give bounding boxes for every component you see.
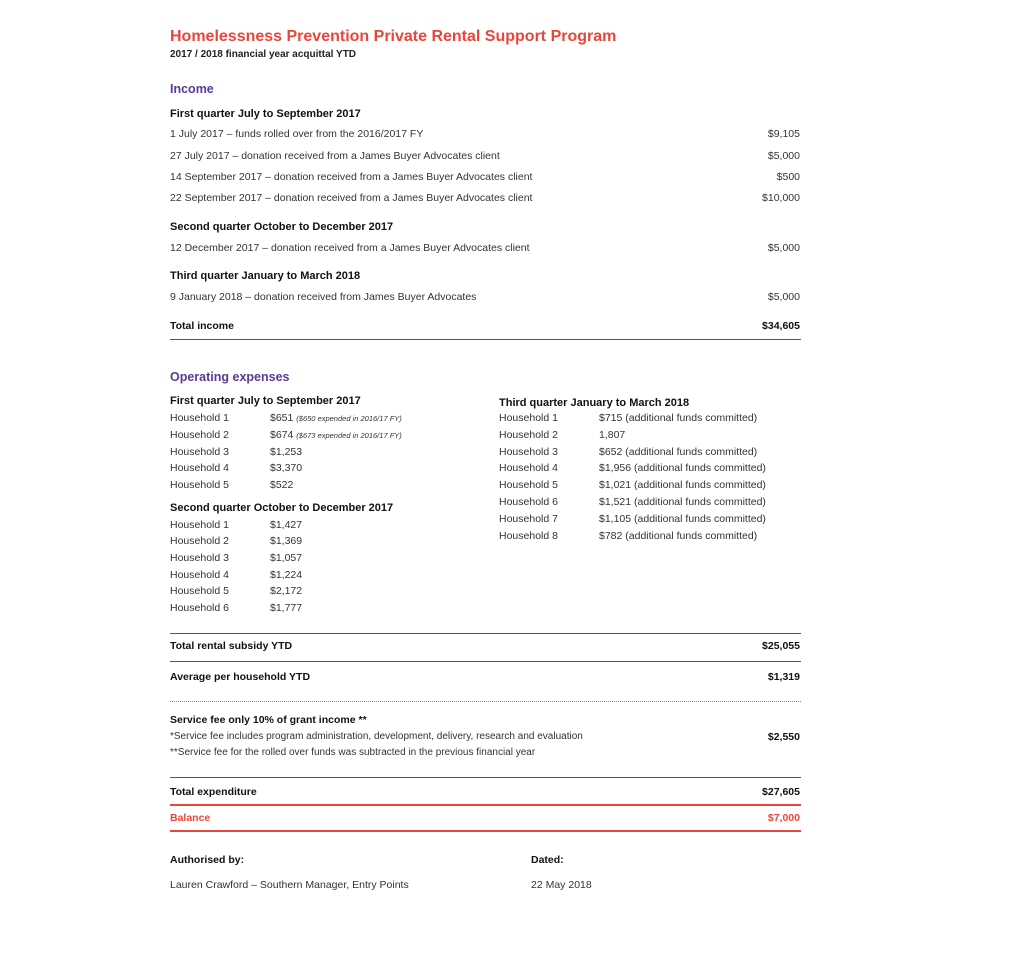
household-amount: $1,021 (additional funds committed) bbox=[599, 479, 766, 491]
household-label: Household 6 bbox=[499, 496, 558, 508]
income-row-amount: $5,000 bbox=[767, 291, 800, 303]
household-label: Household 6 bbox=[170, 602, 229, 614]
income-heading: Income bbox=[170, 82, 214, 96]
income-row-label: 27 July 2017 – donation received from a James Buyer Advocates client bbox=[170, 150, 500, 162]
income-row-amount: $5,000 bbox=[767, 242, 800, 254]
income-row-amount: $5,000 bbox=[767, 150, 800, 162]
household-amount: $1,057 bbox=[270, 552, 303, 564]
income-row-amount: $500 bbox=[776, 171, 800, 183]
household-label: Household 1 bbox=[170, 519, 229, 531]
balance-divider bbox=[170, 830, 801, 832]
household-amount: $1,105 (additional funds committed) bbox=[599, 513, 766, 525]
household-label: Household 5 bbox=[499, 479, 558, 491]
total-expenditure-label: Total expenditure bbox=[170, 786, 257, 798]
service-fee-amount: $2,550 bbox=[767, 731, 800, 743]
household-label: Household 4 bbox=[499, 462, 558, 474]
income-q3-heading: Third quarter January to March 2018 bbox=[170, 270, 361, 282]
income-row-label: 22 September 2017 – donation received from a James Buyer Advocates client bbox=[170, 192, 533, 204]
total-rental-amount: $25,055 bbox=[762, 640, 800, 652]
household-amount: $1,427 bbox=[270, 519, 303, 531]
household-label: Household 7 bbox=[499, 513, 558, 525]
document-subtitle: 2017 / 2018 financial year acquittal YTD bbox=[170, 49, 357, 60]
dotted-divider bbox=[170, 701, 801, 702]
income-row-label: 1 July 2017 – funds rolled over from the 2016/2017 FY bbox=[170, 128, 424, 140]
household-label: Household 2 bbox=[170, 535, 229, 547]
household-label: Household 3 bbox=[499, 446, 558, 458]
total-income-amount: $34,605 bbox=[762, 320, 800, 332]
income-row-label: 14 September 2017 – donation received from a James Buyer Advocates client bbox=[170, 171, 533, 183]
household-amount: $652 (additional funds committed) bbox=[599, 446, 758, 458]
household-amount: $522 bbox=[270, 479, 294, 491]
household-label: Household 1 bbox=[499, 412, 558, 424]
divider bbox=[170, 777, 801, 778]
household-amount: $3,370 bbox=[270, 462, 303, 474]
household-label: Household 3 bbox=[170, 446, 229, 458]
household-amount: $1,369 bbox=[270, 535, 303, 547]
authorised-label: Authorised by: bbox=[170, 854, 245, 866]
average-label: Average per household YTD bbox=[170, 671, 311, 683]
expenses-q3-heading: Third quarter January to March 2018 bbox=[499, 397, 690, 409]
household-amount: $715 (additional funds committed) bbox=[599, 412, 758, 424]
income-row-label: 12 December 2017 – donation received from a James Buyer Advocates client bbox=[170, 242, 530, 254]
income-row-amount: $9,105 bbox=[767, 128, 800, 140]
household-amount: $651 ($650 expended in 2016/17 FY) bbox=[270, 412, 402, 424]
expenses-q2-heading: Second quarter October to December 2017 bbox=[170, 502, 394, 514]
household-amount: $1,777 bbox=[270, 602, 303, 614]
household-amount: $1,224 bbox=[270, 569, 303, 581]
service-fee-note: *Service fee includes program administration, development, delivery, research and evaluation bbox=[170, 731, 583, 742]
household-amount: $674 ($673 expended in 2016/17 FY) bbox=[270, 429, 402, 441]
authorised-name: Lauren Crawford – Southern Manager, Entry Points bbox=[170, 879, 409, 891]
income-row-amount: $10,000 bbox=[762, 192, 800, 204]
average-amount: $1,319 bbox=[767, 671, 800, 683]
balance-amount: $7,000 bbox=[767, 812, 800, 824]
household-label: Household 5 bbox=[170, 479, 229, 491]
service-fee-label: Service fee only 10% of grant income ** bbox=[170, 714, 367, 726]
expenses-q1-heading: First quarter July to September 2017 bbox=[170, 395, 361, 407]
dated-label: Dated: bbox=[531, 854, 564, 866]
income-q2-heading: Second quarter October to December 2017 bbox=[170, 221, 394, 233]
household-label: Household 8 bbox=[499, 530, 558, 542]
household-label: Household 1 bbox=[170, 412, 229, 424]
expenses-heading: Operating expenses bbox=[170, 370, 290, 384]
total-rental-label: Total rental subsidy YTD bbox=[170, 640, 293, 652]
household-amount: $1,521 (additional funds committed) bbox=[599, 496, 766, 508]
household-amount: $2,172 bbox=[270, 585, 303, 597]
service-fee-note: **Service fee for the rolled over funds was subtracted in the previous financial year bbox=[170, 747, 536, 758]
household-label: Household 3 bbox=[170, 552, 229, 564]
household-label: Household 5 bbox=[170, 585, 229, 597]
dated-value: 22 May 2018 bbox=[531, 879, 592, 891]
household-label: Household 2 bbox=[499, 429, 558, 441]
total-expenditure-amount: $27,605 bbox=[762, 786, 800, 798]
balance-divider bbox=[170, 804, 801, 806]
household-label: Household 4 bbox=[170, 462, 229, 474]
household-amount: $1,956 (additional funds committed) bbox=[599, 462, 766, 474]
income-row-label: 9 January 2018 – donation received from James Buyer Advocates bbox=[170, 291, 477, 303]
household-amount: $782 (additional funds committed) bbox=[599, 530, 758, 542]
household-amount: 1,807 bbox=[599, 429, 626, 441]
income-q1-heading: First quarter July to September 2017 bbox=[170, 108, 361, 120]
divider bbox=[170, 661, 801, 662]
household-amount: $1,253 bbox=[270, 446, 303, 458]
household-label: Household 2 bbox=[170, 429, 229, 441]
household-label: Household 4 bbox=[170, 569, 229, 581]
balance-label: Balance bbox=[170, 812, 211, 824]
divider bbox=[170, 633, 801, 634]
divider bbox=[170, 339, 801, 340]
document-title: Homelessness Prevention Private Rental Support Program bbox=[170, 28, 617, 45]
total-income-label: Total income bbox=[170, 320, 234, 332]
